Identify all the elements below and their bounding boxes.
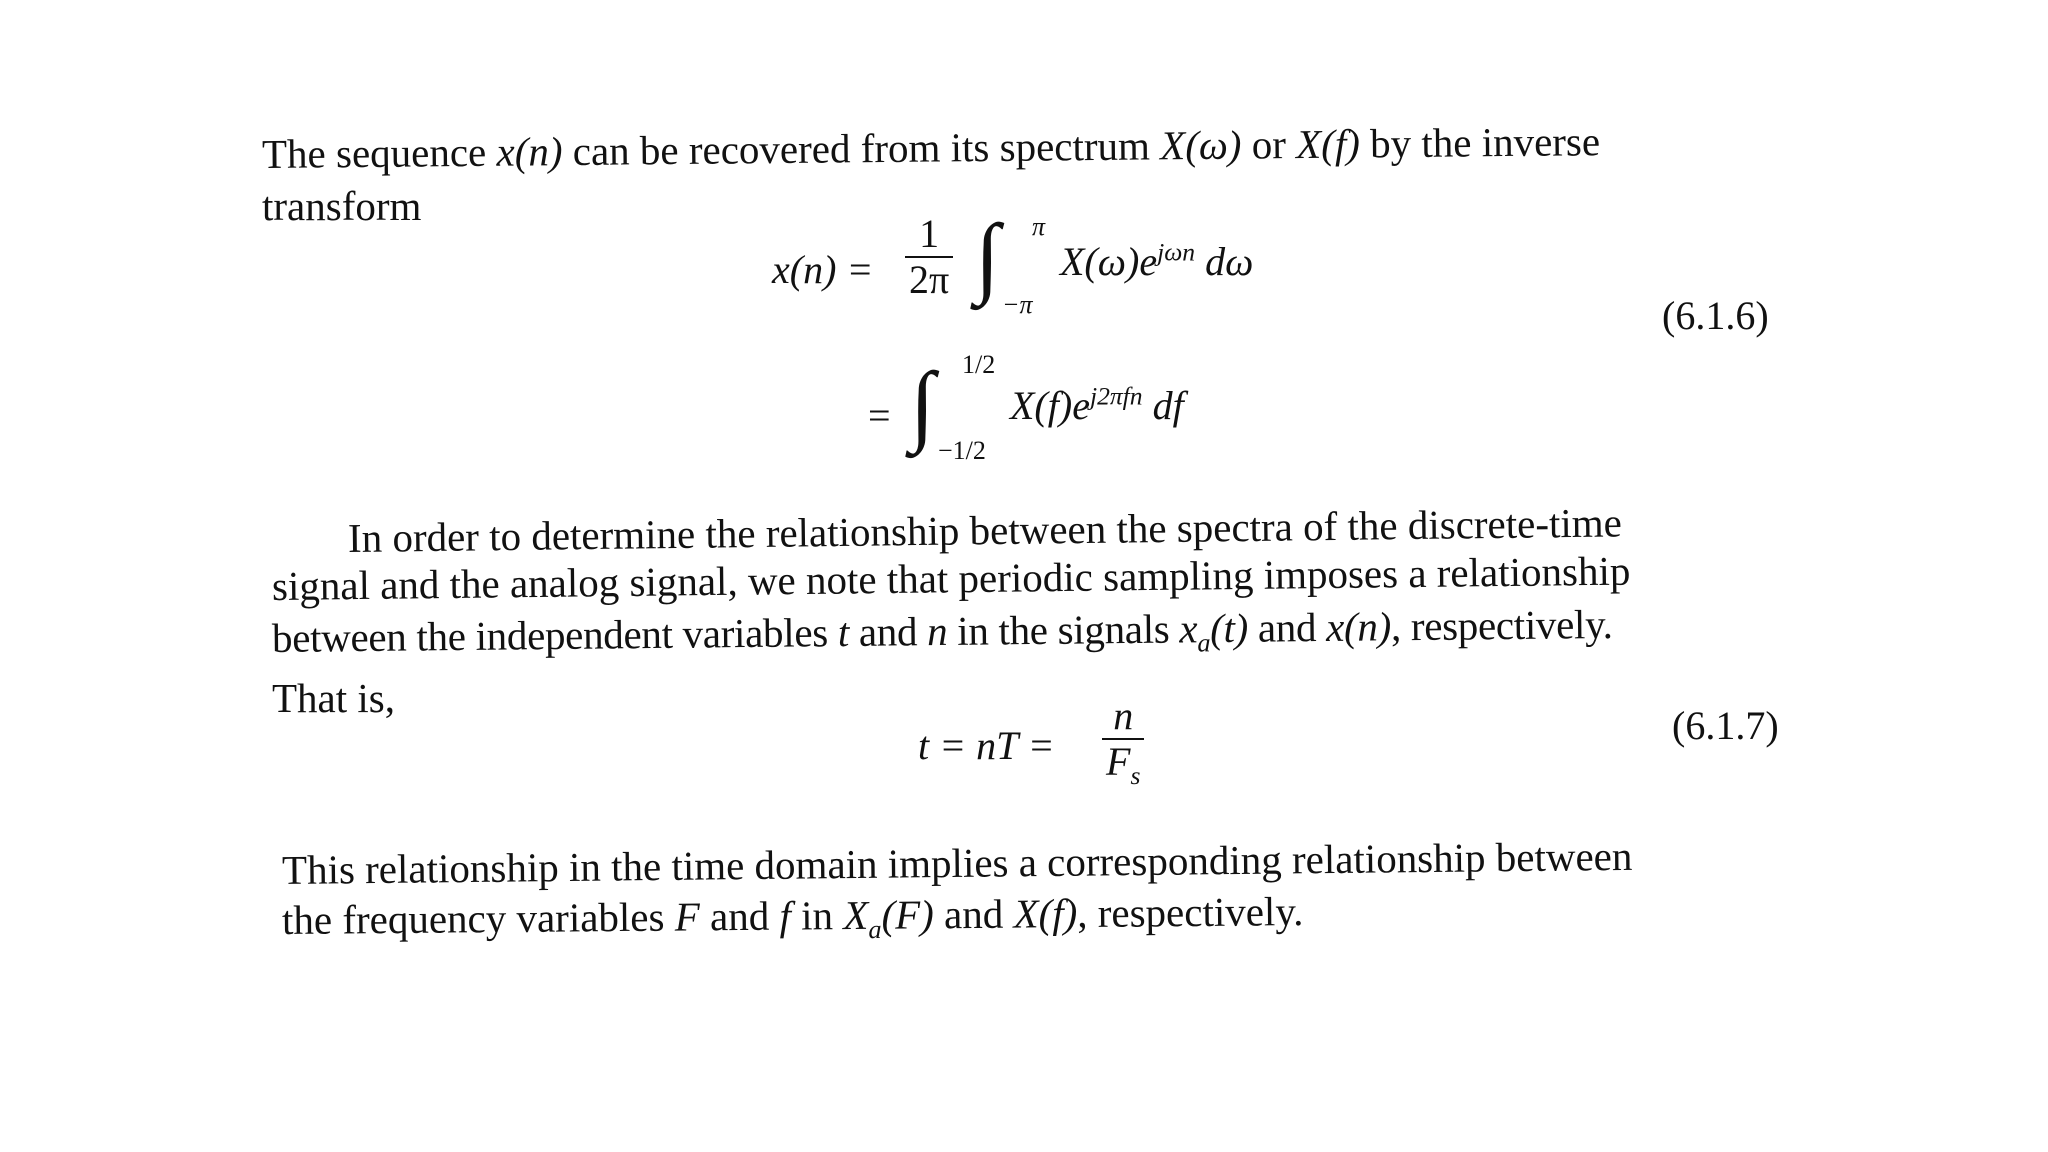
- equation-number: (6.1.7): [1672, 703, 1779, 748]
- paragraph-2-line-4: [272, 674, 395, 722]
- text: in the signals: [947, 605, 1180, 654]
- math-f: f: [779, 892, 792, 939]
- math-X-of-omega: X(ω): [1159, 121, 1242, 169]
- text: and: [1247, 603, 1327, 651]
- math-X-of-f: X(f): [1295, 120, 1361, 168]
- fraction-numerator: n: [1113, 693, 1134, 738]
- integrand: $X(f)e^{j2\pi fn}$ df: [1010, 381, 1184, 428]
- text: between the independent variables: [271, 609, 839, 661]
- math-t: t: [837, 608, 850, 656]
- paragraph-2-line-3: [272, 600, 1613, 662]
- fraction-numerator: 1: [919, 211, 940, 256]
- fraction-denominator: $F_s$: [1106, 739, 1141, 790]
- paragraph-3-line-2: [282, 887, 1304, 944]
- upper-limit: 1/2: [962, 350, 996, 379]
- lower-limit: −π: [1002, 290, 1033, 319]
- math-X-of-f: X(f): [1013, 890, 1078, 937]
- text: That is,: [272, 675, 395, 721]
- integral-sign: ∫: [975, 207, 1000, 306]
- text: in: [790, 892, 844, 939]
- text: and: [933, 890, 1014, 938]
- text: and: [699, 892, 780, 940]
- math-x-of-n: x(n): [496, 128, 563, 175]
- text: transform: [262, 183, 422, 229]
- fraction-n-over-Fs: [1102, 693, 1144, 790]
- fraction-one-over-two-pi: [905, 211, 953, 302]
- equals-sign: =: [868, 393, 891, 438]
- integral-sign: ∫: [910, 355, 935, 454]
- differential: df: [1152, 383, 1184, 428]
- math-x-of-n: x(n): [1325, 603, 1392, 650]
- integrand: $X(\omega)e^{j\omega n}$ dω: [1060, 237, 1254, 284]
- fraction-denominator: 2π: [909, 257, 950, 302]
- equation-lhs: x(n) =: [772, 247, 874, 292]
- text: and: [848, 608, 928, 655]
- paragraph-3-line-1: [282, 832, 1633, 894]
- equation-lhs: t = nT =: [918, 723, 1055, 768]
- exponent: j2πfn: [1089, 381, 1143, 411]
- text: In order to determine the relationship between the spectra of the discrete-time: [347, 499, 1623, 561]
- math-X-a-of-F: $X_a(F)$: [843, 891, 935, 945]
- text: signal and the analog signal, we note that periodic sampling imposes a relationship: [271, 547, 1631, 609]
- text: The sequence: [261, 128, 497, 177]
- upper-limit: π: [1032, 212, 1046, 241]
- equation-number: (6.1.6): [1662, 293, 1769, 338]
- exponent: jωn: [1157, 237, 1196, 267]
- paragraph-1-line-1: [262, 117, 1601, 178]
- text: , respectively.: [1077, 888, 1304, 937]
- math-F: F: [674, 893, 700, 940]
- differential: dω: [1205, 239, 1254, 284]
- paragraph-1-line-2: [262, 182, 421, 230]
- text: This relationship in the time domain implies a corresponding relationship between: [281, 832, 1633, 893]
- math-x-a-of-t: $x_a(t)$: [1179, 604, 1249, 658]
- text: by the inverse: [1359, 118, 1601, 167]
- math-n: n: [926, 607, 948, 655]
- text: the frequency variables: [281, 893, 675, 943]
- lower-limit: −1/2: [938, 436, 986, 465]
- text: can be recovered from its spectrum: [562, 122, 1161, 175]
- text: or: [1241, 121, 1297, 168]
- text: , respectively.: [1390, 600, 1613, 650]
